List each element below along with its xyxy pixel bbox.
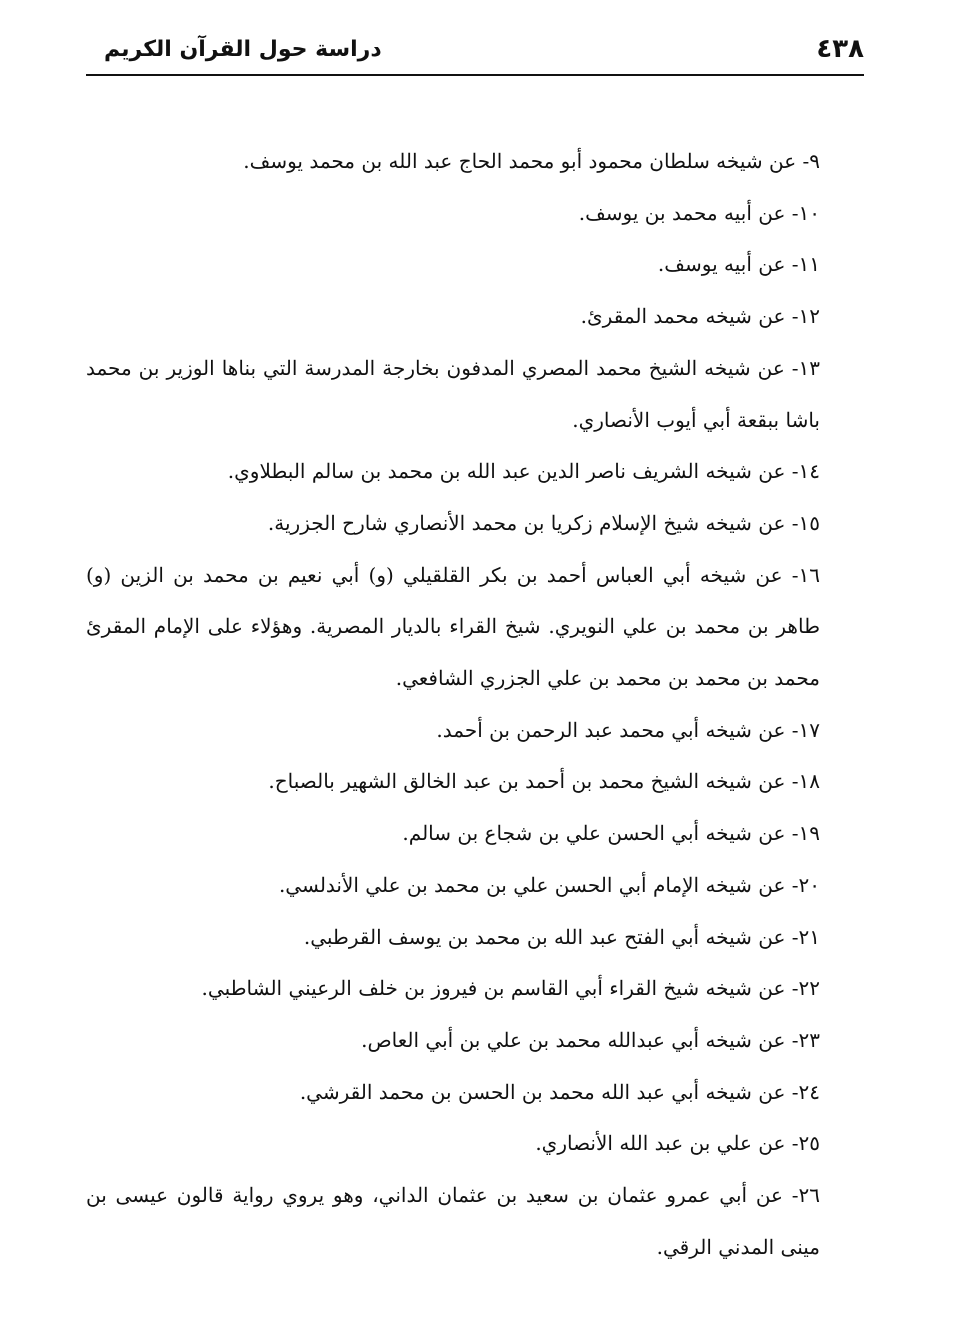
list-item: ١٤- عن شيخه الشريف ناصر الدين عبد الله بن محمد بن سالم البطلاوي. (227, 459, 820, 484)
list-item: ٢١- عن شيخه أبي الفتح عبد الله بن محمد بن يوسف القرطبي. (303, 924, 820, 949)
header-rule (86, 74, 864, 76)
page-number: ٤٣٨ (816, 34, 864, 64)
list-item: ١٩- عن شيخه أبي الحسن علي بن شجاع بن سالم. (402, 821, 820, 846)
list-item: ١٠- عن أبيه محمد بن يوسف. (578, 200, 820, 225)
list-item: ٢٣- عن شيخه أبي عبدالله محمد بن علي بن أبي العاص. (361, 1027, 820, 1052)
list-item: ١٦- عن شيخه أبي العباس أحمد بن بكر القلقيلي (و) أبي نعيم بن محمد بن الزين (و) طاهر بن محمد بن علي النويري. شيخ القراء بالديار المصرية. وهؤلاء على الإمام المقرئ محمد بن محمد بن محمد بن علي الجزري الشافعي. (86, 562, 820, 691)
list-item: ١١- عن أبيه يوسف. (657, 252, 820, 277)
list-item: ١٣- عن شيخه الشيخ محمد المصري المدفون بخارجة المدرسة التي بناها الوزير بن محمد باشا ببقعة أبي أيوب الأنصاري. (86, 355, 820, 432)
running-title: دراسة حول القرآن الكريم (104, 37, 382, 62)
list-item: ٢٠- عن شيخه الإمام أبي الحسن علي بن محمد بن علي الأندلسي. (278, 872, 820, 897)
list-item: ١٧- عن شيخه أبي محمد عبد الرحمن بن أحمد. (436, 717, 820, 742)
list-item: ١٥- عن شيخه شيخ الإسلام زكريا بن محمد الأنصاري شارح الجزرية. (267, 510, 820, 535)
list-item: ٩- عن شيخه سلطان محمود أبو محمد الحاج عبد الله بن محمد يوسف. (243, 149, 820, 173)
chain-of-transmission-list (86, 136, 864, 1273)
list-item: ٢٦- عن أبي عمرو عثمان بن سعيد بن عثمان الداني، وهو يروي رواية قالون عيسى بن مينى المدني الرقي. (86, 1183, 820, 1259)
list-item: ٢٢- عن شيخه شيخ القراء أبي القاسم بن فيروز بن خلف الرعيني الشاطبي. (201, 976, 820, 1001)
page-header (86, 28, 864, 72)
list-item: ١٨- عن شيخه الشيخ محمد بن أحمد بن عبد الخالق الشهير بالصباح. (268, 769, 820, 794)
list-item: ١٢- عن شيخه محمد المقرئ. (580, 304, 820, 329)
list-item: ٢٤- عن شيخه أبي عبد الله محمد بن الحسن بن محمد القرشي. (299, 1079, 820, 1104)
list-item: ٢٥- عن علي بن عبد الله الأنصاري. (535, 1131, 820, 1156)
